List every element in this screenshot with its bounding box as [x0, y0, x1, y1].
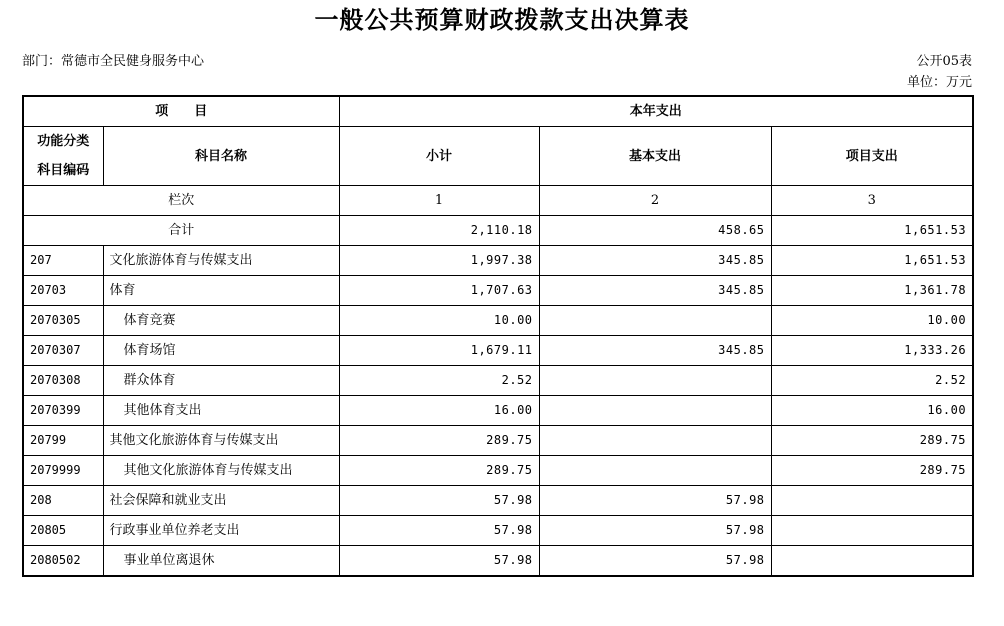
column-index-label: 栏次 [23, 186, 339, 216]
table-row [23, 486, 973, 516]
column-index-1: 1 [339, 186, 539, 216]
table-row [23, 396, 973, 426]
row-subtotal: 57.98 [339, 546, 539, 577]
department-label: 部门：常德市全民健身服务中心 [22, 54, 205, 69]
row-code: 207 [23, 246, 103, 276]
row-subject-name: 事业单位离退休 [103, 546, 339, 577]
header-row-1 [23, 96, 973, 127]
row-subject-name: 体育场馆 [103, 336, 339, 366]
row-basic: 57.98 [539, 516, 771, 546]
expenditure-table [22, 95, 974, 577]
header-func-code [23, 127, 103, 186]
row-subtotal: 289.75 [339, 426, 539, 456]
row-subject-name: 群众体育 [103, 366, 339, 396]
total-row [23, 216, 973, 246]
total-basic: 458.65 [539, 216, 771, 246]
row-basic [539, 366, 771, 396]
row-code: 2080502 [23, 546, 103, 577]
row-project: 10.00 [771, 306, 973, 336]
row-basic [539, 456, 771, 486]
row-subtotal: 289.75 [339, 456, 539, 486]
row-subtotal: 10.00 [339, 306, 539, 336]
total-project: 1,651.53 [771, 216, 973, 246]
column-index-3: 3 [771, 186, 973, 216]
unit-label: 单位：万元 [906, 75, 972, 90]
header-subject-name: 科目名称 [103, 127, 339, 186]
form-code-label: 公开05表 [916, 54, 972, 69]
row-subject-name: 文化旅游体育与传媒支出 [103, 246, 339, 276]
row-basic: 345.85 [539, 336, 771, 366]
row-code: 20799 [23, 426, 103, 456]
total-label: 合计 [23, 216, 339, 246]
row-project: 1,651.53 [771, 246, 973, 276]
header-row-2 [23, 127, 973, 186]
table-row [23, 246, 973, 276]
row-subject-name: 其他文化旅游体育与传媒支出 [103, 456, 339, 486]
row-code: 2070399 [23, 396, 103, 426]
row-subtotal: 57.98 [339, 516, 539, 546]
row-subject-name: 体育 [103, 276, 339, 306]
row-basic: 345.85 [539, 276, 771, 306]
row-subtotal: 16.00 [339, 396, 539, 426]
row-subject-name: 其他文化旅游体育与传媒支出 [103, 426, 339, 456]
header-current-year: 本年支出 [339, 96, 973, 127]
row-basic: 57.98 [539, 486, 771, 516]
row-project: 1,333.26 [771, 336, 973, 366]
row-basic: 57.98 [539, 546, 771, 577]
row-subtotal: 1,679.11 [339, 336, 539, 366]
row-subtotal: 2.52 [339, 366, 539, 396]
row-code: 2079999 [23, 456, 103, 486]
header-basic: 基本支出 [539, 127, 771, 186]
row-project: 1,361.78 [771, 276, 973, 306]
table-row [23, 546, 973, 577]
row-project: 289.75 [771, 456, 973, 486]
row-subject-name: 社会保障和就业支出 [103, 486, 339, 516]
table-row [23, 306, 973, 336]
row-project [771, 516, 973, 546]
header-subtotal: 小计 [339, 127, 539, 186]
row-code: 208 [23, 486, 103, 516]
row-code: 2070305 [23, 306, 103, 336]
header-project: 项目支出 [771, 127, 973, 186]
row-project [771, 486, 973, 516]
row-subtotal: 1,707.63 [339, 276, 539, 306]
row-project: 16.00 [771, 396, 973, 426]
row-basic [539, 426, 771, 456]
header-func-code-line1: 功能分类 [37, 134, 90, 149]
header-item: 项 目 [23, 96, 339, 127]
table-row [23, 336, 973, 366]
row-code: 20805 [23, 516, 103, 546]
column-index-row [23, 186, 973, 216]
row-basic [539, 306, 771, 336]
row-subtotal: 1,997.38 [339, 246, 539, 276]
row-subtotal: 57.98 [339, 486, 539, 516]
table-row [23, 426, 973, 456]
row-subject-name: 行政事业单位养老支出 [103, 516, 339, 546]
table-row [23, 276, 973, 306]
row-subject-name: 其他体育支出 [103, 396, 339, 426]
row-subject-name: 体育竞赛 [103, 306, 339, 336]
row-code: 2070308 [23, 366, 103, 396]
header-func-code-line2: 科目编码 [37, 163, 90, 178]
row-project: 289.75 [771, 426, 973, 456]
page-title: 一般公共预算财政拨款支出决算表 [314, 5, 690, 34]
table-row [23, 456, 973, 486]
column-index-2: 2 [539, 186, 771, 216]
table-row [23, 516, 973, 546]
total-subtotal: 2,110.18 [339, 216, 539, 246]
table-row [23, 366, 973, 396]
row-code: 2070307 [23, 336, 103, 366]
row-project: 2.52 [771, 366, 973, 396]
row-project [771, 546, 973, 577]
row-basic [539, 396, 771, 426]
row-code: 20703 [23, 276, 103, 306]
row-basic: 345.85 [539, 246, 771, 276]
